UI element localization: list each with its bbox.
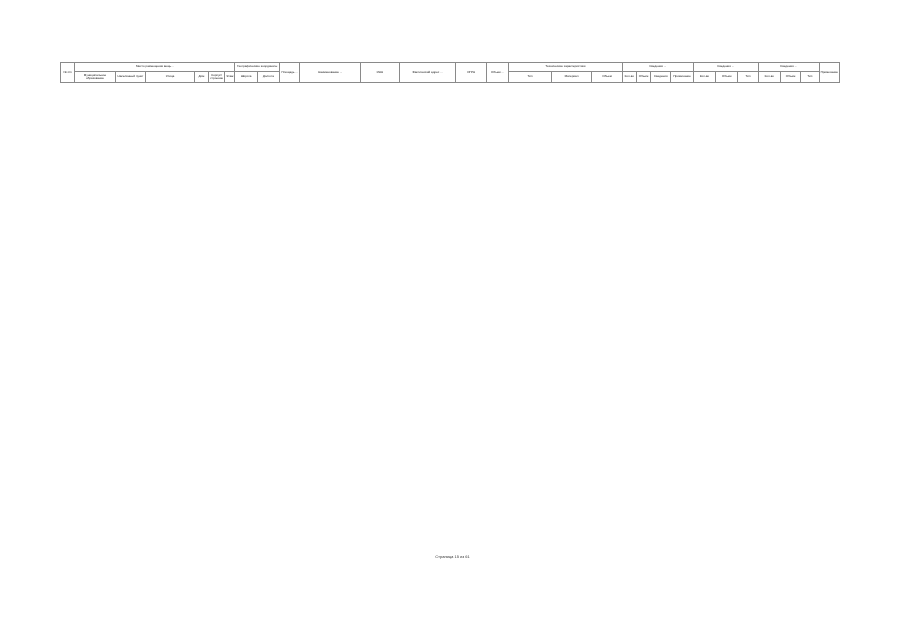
table-header: [61, 63, 840, 83]
subheader-cell: Тип: [738, 72, 758, 83]
header-cell-ogrn: ОГРН: [456, 63, 486, 83]
subheader-cell: Муниципальное образование: [75, 72, 116, 83]
subheader-cell: Объем: [780, 72, 800, 83]
header-cell-inn: ИНН: [361, 63, 400, 83]
subheader-cell: Дом: [194, 72, 208, 83]
header-cell-owner: Наименование ...: [300, 63, 361, 83]
header-cell-location: Место размещения вещь...: [75, 63, 235, 72]
header-cell-count: Объем ...: [486, 63, 508, 83]
subheader-cell: Материал: [551, 72, 592, 83]
subheader-cell: Населённый пункт: [115, 72, 145, 83]
header-cell-geo: Географические координаты: [235, 63, 280, 72]
subheader-cell: Тип: [801, 72, 819, 83]
header-cell-addr: Фактический адрес ...: [399, 63, 456, 83]
header-cell-note: Примечание: [819, 63, 840, 83]
subheader-cell: Сведения: [651, 72, 671, 83]
header-cell-num: № п/п: [61, 63, 75, 83]
page-footer: Страница 15 из 61: [435, 554, 470, 559]
subheader-cell: Широта: [235, 72, 257, 83]
header-cell-area: Площадь ...: [280, 63, 300, 83]
subheader-cell: Тип: [509, 72, 552, 83]
subheader-cell: Долгота: [257, 72, 279, 83]
registry-table: [60, 62, 840, 83]
subheader-cell: Объем: [636, 72, 650, 83]
subheader-cell: Кол-во: [622, 72, 636, 83]
subheader-cell: Улица: [146, 72, 195, 83]
subheader-cell: Корпус/строение: [209, 72, 225, 83]
subheader-cell: Примечание: [671, 72, 693, 83]
subheader-cell: Кол-во: [693, 72, 715, 83]
header-cell-extra: Сведения ...: [693, 63, 758, 72]
header-cell-other: Сведения ...: [758, 63, 819, 72]
registry-sheet: [60, 62, 840, 83]
subheader-cell: Объем: [716, 72, 738, 83]
subheader-cell: Объем: [592, 72, 622, 83]
subheader-cell: Этаж: [225, 72, 235, 83]
subheader-cell: Кол-во: [758, 72, 780, 83]
header-cell-tech: Технические характеристики: [509, 63, 623, 72]
header-cell-reg: Сведения ...: [622, 63, 693, 72]
